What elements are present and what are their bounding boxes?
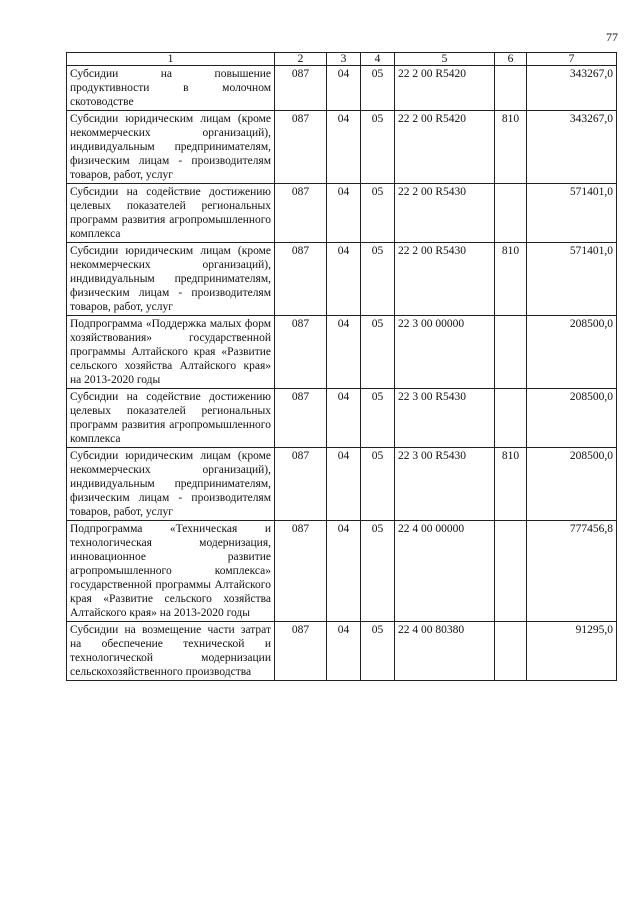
row-amount: 343267,0 xyxy=(527,111,617,184)
row-section: 04 xyxy=(327,316,361,389)
row-amount: 777456,8 xyxy=(527,521,617,622)
row-name: Подпрограмма «Поддержка малых форм хозяйствования» государственной программы Алтайского края «Развитие сельского хозяйства Алтайского края» на 2013-2020 годы xyxy=(67,316,275,389)
header-col-7: 7 xyxy=(527,53,617,66)
row-target: 22 2 00 R5430 xyxy=(395,184,495,243)
row-type: 810 xyxy=(495,111,527,184)
row-type xyxy=(495,389,527,448)
row-type xyxy=(495,316,527,389)
row-type: 810 xyxy=(495,448,527,521)
table-row xyxy=(67,521,617,622)
row-section: 04 xyxy=(327,389,361,448)
row-section: 04 xyxy=(327,448,361,521)
row-section: 04 xyxy=(327,243,361,316)
row-ministry: 087 xyxy=(275,243,327,316)
row-ministry: 087 xyxy=(275,316,327,389)
row-subsection: 05 xyxy=(361,66,395,111)
row-type xyxy=(495,66,527,111)
row-name: Субсидии на возмещение части затрат на обеспечение технической и технологической модернизации сельскохозяйственного производства xyxy=(67,622,275,681)
row-target: 22 2 00 R5430 xyxy=(395,243,495,316)
row-ministry: 087 xyxy=(275,389,327,448)
table-row xyxy=(67,316,617,389)
row-subsection: 05 xyxy=(361,448,395,521)
row-subsection: 05 xyxy=(361,622,395,681)
header-col-3: 3 xyxy=(327,53,361,66)
row-name: Субсидии юридическим лицам (кроме некоммерческих организаций), индивидуальным предпринимателям, физическим лицам - производителям товаров, работ, услуг xyxy=(67,448,275,521)
header-col-2: 2 xyxy=(275,53,327,66)
row-amount: 571401,0 xyxy=(527,184,617,243)
row-type xyxy=(495,521,527,622)
table-row xyxy=(67,622,617,681)
header-col-6: 6 xyxy=(495,53,527,66)
row-subsection: 05 xyxy=(361,243,395,316)
row-amount: 343267,0 xyxy=(527,66,617,111)
table-row xyxy=(67,243,617,316)
row-amount: 208500,0 xyxy=(527,448,617,521)
row-amount: 91295,0 xyxy=(527,622,617,681)
row-name: Субсидии на повышение продуктивности в молочном скотоводстве xyxy=(67,66,275,111)
row-section: 04 xyxy=(327,521,361,622)
row-amount: 208500,0 xyxy=(527,389,617,448)
row-target: 22 4 00 80380 xyxy=(395,622,495,681)
row-name: Подпрограмма «Техническая и технологическая модернизация, инновационное развитие агропромышленного комплекса» государственной программы Алтайского края «Развитие сельского хозяйства Алтайского края» на 2013-2020 годы xyxy=(67,521,275,622)
row-type xyxy=(495,184,527,243)
row-type: 810 xyxy=(495,243,527,316)
row-target: 22 3 00 R5430 xyxy=(395,448,495,521)
table-row xyxy=(67,111,617,184)
row-target: 22 4 00 00000 xyxy=(395,521,495,622)
row-ministry: 087 xyxy=(275,184,327,243)
header-col-4: 4 xyxy=(361,53,395,66)
header-row xyxy=(67,53,617,66)
row-target: 22 3 00 00000 xyxy=(395,316,495,389)
table-row xyxy=(67,448,617,521)
row-type xyxy=(495,622,527,681)
header-col-1: 1 xyxy=(67,53,275,66)
row-target: 22 2 00 R5420 xyxy=(395,66,495,111)
row-ministry: 087 xyxy=(275,622,327,681)
row-section: 04 xyxy=(327,111,361,184)
row-ministry: 087 xyxy=(275,448,327,521)
row-section: 04 xyxy=(327,184,361,243)
row-amount: 571401,0 xyxy=(527,243,617,316)
row-amount: 208500,0 xyxy=(527,316,617,389)
row-subsection: 05 xyxy=(361,389,395,448)
row-name: Субсидии на содействие достижению целевых показателей региональных программ развития агропромышленного комплекса xyxy=(67,184,275,243)
row-subsection: 05 xyxy=(361,111,395,184)
row-target: 22 2 00 R5420 xyxy=(395,111,495,184)
page-number: 77 xyxy=(606,30,618,44)
row-ministry: 087 xyxy=(275,521,327,622)
table-row xyxy=(67,389,617,448)
header-col-5: 5 xyxy=(395,53,495,66)
row-name: Субсидии юридическим лицам (кроме некоммерческих организаций), индивидуальным предпринимателям, физическим лицам - производителям товаров, работ, услуг xyxy=(67,243,275,316)
row-ministry: 087 xyxy=(275,111,327,184)
row-subsection: 05 xyxy=(361,316,395,389)
table-row xyxy=(67,66,617,111)
row-subsection: 05 xyxy=(361,521,395,622)
row-target: 22 3 00 R5430 xyxy=(395,389,495,448)
budget-table xyxy=(66,52,617,681)
row-subsection: 05 xyxy=(361,184,395,243)
row-section: 04 xyxy=(327,622,361,681)
row-name: Субсидии юридическим лицам (кроме некоммерческих организаций), индивидуальным предпринимателям, физическим лицам - производителям товаров, работ, услуг xyxy=(67,111,275,184)
row-name: Субсидии на содействие достижению целевых показателей региональных программ развития агропромышленного комплекса xyxy=(67,389,275,448)
table-row xyxy=(67,184,617,243)
row-section: 04 xyxy=(327,66,361,111)
row-ministry: 087 xyxy=(275,66,327,111)
